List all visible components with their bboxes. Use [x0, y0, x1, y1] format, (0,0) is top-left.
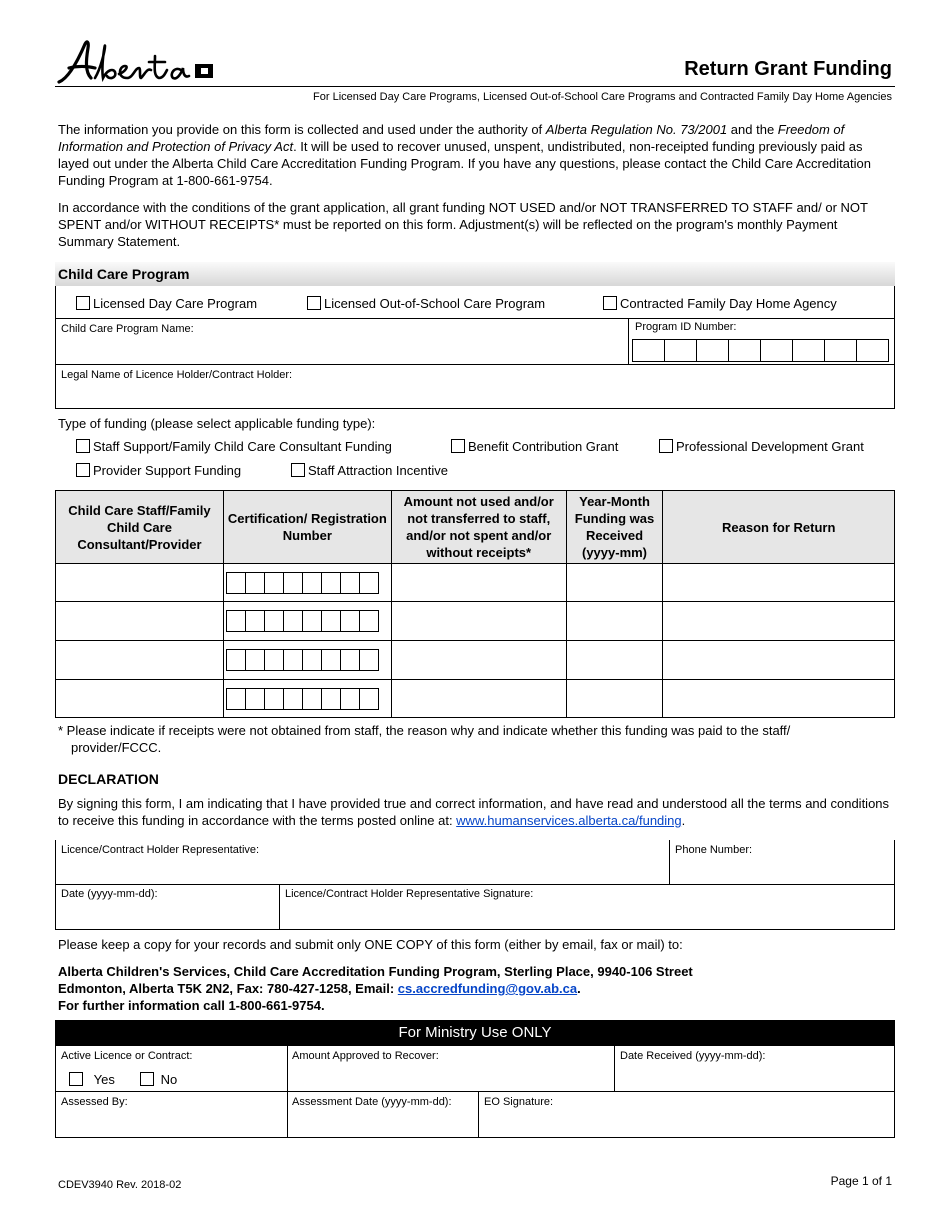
eo-signature-label: EO Signature: [484, 1096, 554, 1108]
amount-cell[interactable] [391, 564, 566, 602]
checkbox[interactable] [76, 463, 90, 477]
option-professional-development[interactable]: Professional Development Grant [659, 439, 864, 454]
amount-cell[interactable] [391, 641, 566, 680]
declaration-text: By signing this form, I am indicating that I have provided true and correct information, and have read and understood all the terms and conditions to receive this funding in accordance with the terms posted online at: www.humanservices.alberta.ca/funding. [58, 796, 890, 828]
option-staff-support[interactable]: Staff Support/Family Child Care Consultant Funding [76, 439, 392, 454]
column-header-amount: Amount not used and/or not transferred to staff, and/or not spent and/or without receipts* [391, 491, 566, 564]
checkbox[interactable] [69, 1072, 83, 1086]
intro-paragraph-1: The information you provide on this form is collected and used under the authority of Alberta Regulation No. 73/2001 and the Freedom of Information and Protection of Privacy Act. It will be used to recover unused, unspent, undistributed, non-receipted funding previously paid as layed out under the Alberta Child Care Accreditation Funding Program. If you have any questions, please contact the Child Care Accreditation Funding Program at 1-800-661-9754. [58, 122, 871, 188]
checkbox[interactable] [140, 1072, 154, 1086]
table-row [56, 680, 895, 718]
option-out-of-school-care[interactable]: Licensed Out-of-School Care Program [307, 296, 545, 311]
funding-type-question: Type of funding (please select applicable funding type): [58, 416, 376, 431]
option-provider-support[interactable]: Provider Support Funding [76, 463, 241, 478]
date-received-label: Date Received (yyyy-mm-dd): [620, 1050, 766, 1062]
program-id-field[interactable] [633, 339, 889, 362]
reason-cell[interactable] [663, 680, 895, 718]
declaration-heading: DECLARATION [58, 771, 159, 787]
active-licence-field [56, 1046, 288, 1092]
reason-cell[interactable] [663, 641, 895, 680]
ministry-use-heading: For Ministry Use ONLY [55, 1020, 895, 1046]
program-name-label: Child Care Program Name: [61, 323, 194, 335]
amount-approved-field[interactable] [288, 1046, 615, 1092]
column-header-certification: Certification/ Registration Number [223, 491, 391, 564]
column-header-year-month: Year-Month Funding was Received (yyyy-mm) [566, 491, 663, 564]
amount-approved-label: Amount Approved to Recover: [292, 1050, 439, 1062]
checkbox[interactable] [659, 439, 673, 453]
assessment-date-field[interactable] [288, 1092, 479, 1137]
checkbox[interactable] [603, 296, 617, 310]
table-row [56, 602, 895, 641]
year-month-cell[interactable] [566, 564, 663, 602]
checkbox[interactable] [76, 296, 90, 310]
phone-label: Phone Number: [675, 844, 753, 856]
phone-field[interactable] [670, 840, 894, 884]
checkbox[interactable] [291, 463, 305, 477]
representative-row [55, 840, 895, 885]
option-yes[interactable]: Yes [69, 1072, 115, 1087]
ministry-use-box [55, 1046, 895, 1138]
date-received-field[interactable] [615, 1046, 894, 1092]
checkbox[interactable] [451, 439, 465, 453]
representative-label: Licence/Contract Holder Representative: [61, 844, 260, 856]
reason-cell[interactable] [663, 602, 895, 641]
licence-holder-field[interactable] [55, 364, 895, 409]
signature-field[interactable] [280, 884, 894, 929]
assessment-date-label: Assessment Date (yyyy-mm-dd): [292, 1096, 452, 1108]
signature-label: Licence/Contract Holder Representative Signature: [285, 888, 534, 900]
header-rule [55, 86, 895, 87]
option-licensed-day-care[interactable]: Licensed Day Care Program [76, 296, 257, 311]
checkbox[interactable] [76, 439, 90, 453]
assessed-by-label: Assessed By: [61, 1096, 128, 1108]
section-heading-program: Child Care Program [55, 262, 895, 286]
staff-cell[interactable] [56, 602, 224, 641]
intro-paragraph-2: In accordance with the conditions of the grant application, all grant funding NOT USED and/or NOT TRANSFERRED TO STAFF and/ or NOT SPENT and/or WITHOUT RECEIPTS* must be reported on this form. Adjustment(s) will be reflected on the program's monthly Payment Summary Statement. [58, 200, 868, 249]
amount-cell[interactable] [391, 680, 566, 718]
staff-cell[interactable] [56, 680, 224, 718]
funding-terms-link[interactable]: www.humanservices.alberta.ca/funding [456, 813, 682, 828]
form-number: CDEV3940 Rev. 2018-02 [58, 1179, 182, 1191]
email-link[interactable]: cs.accredfunding@gov.ab.ca [397, 981, 578, 996]
checkbox[interactable] [307, 296, 321, 310]
program-name-field[interactable] [56, 319, 629, 364]
option-family-day-home[interactable]: Contracted Family Day Home Agency [603, 296, 837, 311]
year-month-cell[interactable] [566, 680, 663, 718]
staff-cell[interactable] [56, 641, 224, 680]
year-month-cell[interactable] [566, 602, 663, 641]
mailing-address: Alberta Children's Services, Child Care Accreditation Funding Program, Sterling Place, 9940-106 Street Edmonton, Alberta T5K 2N2, Fax: 780-427-1258, Email: cs.accredfunding@gov.ab.ca. For further information call 1-800-661-9754. [58, 964, 693, 1013]
date-field[interactable] [56, 884, 280, 929]
certification-cell[interactable] [223, 641, 391, 680]
option-benefit-contribution[interactable]: Benefit Contribution Grant [451, 439, 618, 454]
date-label: Date (yyyy-mm-dd): [61, 888, 158, 900]
table-row [56, 641, 895, 680]
page-number: Page 1 of 1 [830, 1174, 892, 1188]
certification-cell[interactable] [223, 680, 391, 718]
reason-cell[interactable] [663, 564, 895, 602]
staff-cell[interactable] [56, 564, 224, 602]
column-header-reason: Reason for Return [663, 491, 895, 564]
assessed-by-field[interactable] [56, 1092, 288, 1137]
submit-instruction: Please keep a copy for your records and submit only ONE COPY of this form (either by email, fax or mail) to: [58, 937, 683, 952]
page-subtitle: For Licensed Day Care Programs, Licensed Out-of-School Care Programs and Contracted Family Day Home Agencies [313, 91, 892, 103]
option-staff-attraction[interactable]: Staff Attraction Incentive [291, 463, 448, 478]
column-header-staff: Child Care Staff/Family Child Care Consultant/Provider [56, 491, 224, 564]
option-no[interactable]: No [140, 1072, 177, 1087]
signature-row [55, 884, 895, 930]
certification-cell[interactable] [223, 602, 391, 641]
page-title: Return Grant Funding [684, 58, 892, 80]
program-id-label: Program ID Number: [635, 321, 737, 333]
licence-holder-label: Legal Name of Licence Holder/Contract Holder: [61, 369, 293, 381]
amount-cell[interactable] [391, 602, 566, 641]
footnote: * Please indicate if receipts were not obtained from staff, the reason why and indicate whether this funding was paid to the staff/ provider/FCCC. [58, 723, 791, 755]
eo-signature-field[interactable] [479, 1092, 894, 1137]
table-row [56, 564, 895, 602]
active-licence-label: Active Licence or Contract: [61, 1050, 193, 1062]
year-month-cell[interactable] [566, 641, 663, 680]
certification-cell[interactable] [223, 564, 391, 602]
representative-field[interactable] [56, 840, 670, 884]
alberta-logo [55, 38, 220, 88]
program-name-row [55, 318, 895, 365]
return-funding-table [55, 490, 895, 718]
